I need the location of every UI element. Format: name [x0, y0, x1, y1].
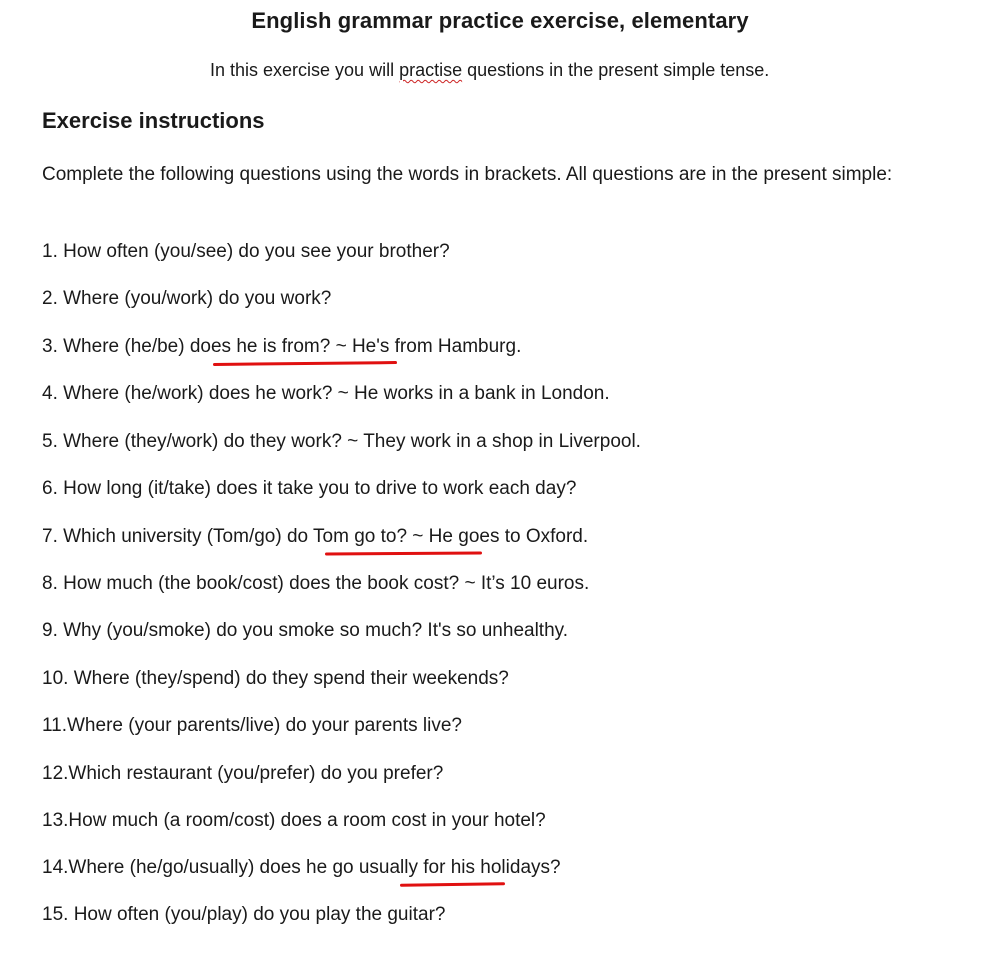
question-10: 10. Where (they/spend) do they spend their weekends?: [42, 668, 509, 689]
question-14: 14.Where (he/go/usually) does he go usually for his holidays?: [42, 857, 561, 878]
subtitle-text-end: questions in the present simple tense.: [462, 60, 770, 80]
correction-underline-q3: [213, 361, 397, 366]
subtitle: [210, 60, 769, 81]
page-title: English grammar practice exercise, elementary: [251, 8, 749, 33]
question-2: 2. Where (you/work) do you work?: [42, 288, 332, 309]
subtitle-text-start: In this exercise you will: [210, 60, 400, 80]
question-13: 13.How much (a room/cost) does a room cost in your hotel?: [42, 810, 546, 831]
question-4: 4. Where (he/work) does he work? ~ He works in a bank in London.: [42, 383, 610, 404]
spellcheck-flagged-word[interactable]: practise: [399, 60, 463, 80]
question-5: 5. Where (they/work) do they work? ~ They work in a shop in Liverpool.: [42, 431, 641, 452]
question-3: 3. Where (he/be) does he is from? ~ He's from Hamburg.: [42, 336, 522, 357]
section-heading: Exercise instructions: [42, 108, 265, 133]
question-8: 8. How much (the book/cost) does the book cost? ~ It’s 10 euros.: [42, 573, 590, 594]
question-11: 11.Where (your parents/live) do your parents live?: [42, 715, 462, 736]
question-9: 9. Why (you/smoke) do you smoke so much? It's so unhealthy.: [42, 620, 569, 641]
question-6: 6. How long (it/take) does it take you to drive to work each day?: [42, 478, 577, 499]
correction-underline-q7: [325, 551, 482, 555]
question-12: 12.Which restaurant (you/prefer) do you prefer?: [42, 763, 444, 784]
question-7: 7. Which university (Tom/go) do Tom go to? ~ He goes to Oxford.: [42, 526, 589, 547]
question-15: 15. How often (you/play) do you play the guitar?: [42, 904, 446, 925]
question-1: 1. How often (you/see) do you see your brother?: [42, 241, 450, 262]
correction-underline-q14: [400, 882, 505, 886]
instructions-paragraph: Complete the following questions using the words in brackets. All questions are in the present simple:: [42, 164, 893, 185]
